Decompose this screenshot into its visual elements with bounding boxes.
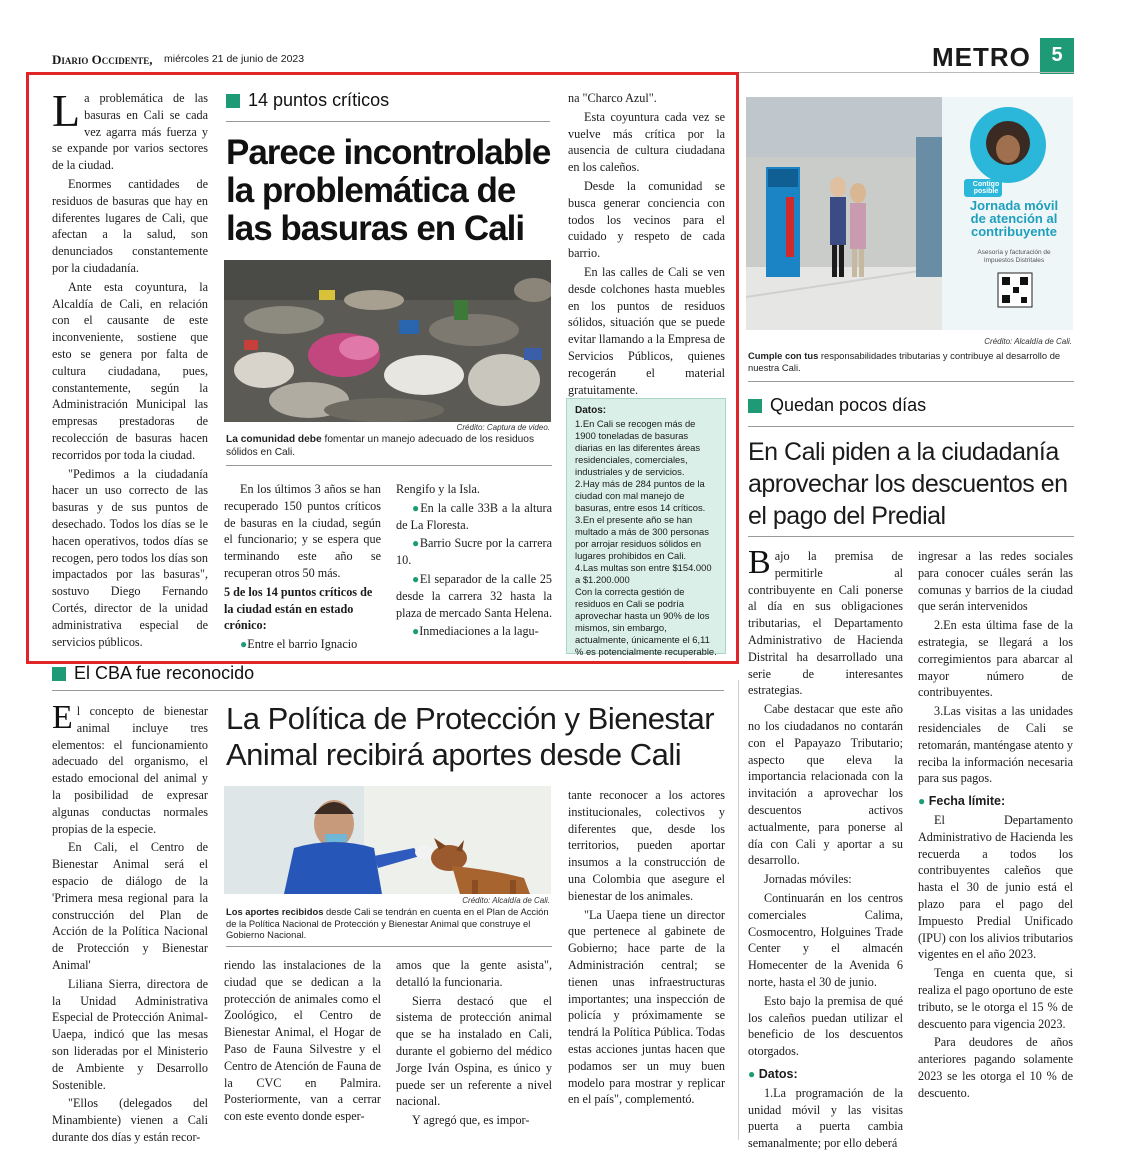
photo-caption [748,350,1074,373]
paragraph: Continuarán en los centros comerciales Calima, Cosmocentro, Holguines Trade Center y el almacén Homecenter de la Avenida 6 norte, hasta el 30 de junio. [748,890,903,989]
datos-item: 3.En el presente año se han multado a más de 300 personas por arrojar residuos sólidos en lugares prohibidos en Cali. [575,514,709,561]
kicker-rule [226,121,550,122]
bullet-item [396,623,552,640]
bullet-dot-icon: ● [412,624,420,639]
headline-rule [748,536,1074,537]
banner-subtitle: Asesoría y facturación de Impuestos Distritales [977,249,1051,264]
paragraph: "La Uaepa tiene un director que pertenece al gabinete de Gobierno; hace parte de la Administración central; se tienen unas infraestructuras importantes; una inspección de policía y próximamente se tendrá la Política Pública. Todas estas acciones juntas hacen que podamos ser un muy buen modelo para mostrar y replicar en el país", complementó. [568,907,725,1107]
paragraph: Esta coyuntura cada vez se vuelve más crítica por la ausencia de cultura ciudadana en los caleños. [568,109,725,175]
paragraph: "Ellos (delegados del Minambiente) vienen a Cali durante dos días y están recor- [52,1096,208,1144]
paragraph: riendo las instalaciones de la ciudad que se dedican a la protección de animales como el Zoológico, el Centro de Bienestar Animal, el Hogar de Paso de Fauna Silvestre y el Centro de Atención de Fauna de la CVC en Palmira. Posteriormente, van a cerrar con este evento donde esper- [224,958,381,1124]
paragraph: amos que la gente asista", detalló la funcionaria. [396,958,552,989]
kicker-square-icon [748,399,762,413]
photo-caption [226,906,552,941]
paragraph: l concepto de bienestar animal incluye tres elementos: el funcionamiento adecuado del organismo, el estado emocional del animal y la posibilidad de expresar algunas conductas normales propias de la especie. [52,704,208,836]
paragraph: Para deudores de años anteriores pagando solamente 2023 se les otorga el 10 % de descuento. [918,1035,1073,1100]
bullet-text: Inmediaciones a la lagu- [419,624,539,639]
datos-title: Datos: [575,405,607,416]
caption-lead: Cumple con tus [748,350,819,361]
paragraph: na "Charco Azul". [568,91,657,105]
subhead [224,584,381,634]
subhead-text: Datos: [758,1066,798,1081]
caption-text: desde Cali se tendrán en cuenta en el Plan de Acción de la Política Nacional de Protección y Bienestar Animal que construye el Gobierno Nacional. [226,906,549,940]
photo-caption [226,433,552,459]
photo-credit: Crédito: Alcaldía de Cali. [462,896,550,905]
article3-column-2 [918,548,1073,1104]
bullet-item [396,500,552,534]
page-number: 5 [1040,38,1074,74]
vet-with-dog-illustration [224,786,551,894]
article2-kicker [52,663,254,684]
datos-item: 2.Hay más de 284 puntos de la ciudad con mal manejo de basuras, entre esos 14 críticos. [575,478,706,513]
issue-date: miércoles 21 de junio de 2023 [164,53,305,65]
article1-column-1 [52,85,208,652]
article1-column-3 [396,481,552,642]
caption-text: responsabilidades tributarias y contribuye al desarrollo de nuestra Cali. [748,350,1061,373]
section-divider [738,680,739,1140]
kicker-text: Quedan pocos días [770,395,927,415]
bullet-text: Entre el barrio Ignacio [247,637,358,652]
datos-box [566,398,726,657]
paragraph: Desde la comunidad se busca generar conciencia con todos los vecinos para el cuidado y respeto de cada barrio. [568,178,725,261]
bullet-dot-icon: ● [412,571,420,586]
article2-column-1 [52,699,208,1148]
datos-item: Con la correcta gestión de residuos en Cali se podría aprovechar hasta un 90% de los mismos, sin embargo, actualmente, únicamente el 6,11 % es potencialmente recuperable. [575,586,717,657]
paper-name: Diario Occidente, [52,52,153,67]
article2-column-4 [568,787,725,1110]
paragraph: 1.La programación de la unidad móvil y las visitas puerta a puerta cambia semanalmente; por ello deberá [748,1085,903,1151]
photo-credit: Crédito: Captura de video. [456,423,550,432]
article2-column-3 [396,957,552,1131]
article2-headline: La Política de Protección y Bienestar Animal recibirá aportes desde Cali [226,701,715,772]
caption-lead: La comunidad debe [226,434,322,445]
caption-rule [226,946,552,947]
kicker-rule [748,426,1074,427]
photo-credit: Crédito: Alcaldía de Cali. [984,337,1072,346]
article1-headline: Parece incontrolable la problemática de las basuras en Cali [226,133,551,248]
kicker-rule [52,690,724,691]
paragraph: 3.Las visitas a las unidades residenciales de Cali se retomarán, manténgase atento y reciba la información necesaria para sus pagos. [918,704,1073,786]
paragraph: Cabe destacar que este año no los ciudadanos no contarán con el Papayazo Tributario; aspecto que eleva la importancia relacionada con la invitación a aprovechar los descuentos activos actualmente, para ponerse al día con Cali y aportar a su desarrollo. [748,702,903,868]
caption-rule [226,465,552,466]
bullet-text: En la calle 33B a la altura de La Floresta. [396,500,552,532]
paragraph: Tenga en cuenta que, si realiza el pago oportuno de este tributo, se le otorga el 15 % de descuento para vigencia 2023. [918,966,1073,1031]
datos-item: 1.En Cali se recogen más de 1900 toneladas de basuras diarias en las diferentes áreas residenciales, comerciales, industriales y de servicios. [575,418,701,477]
datos-item: 4.Las multas son entre $154.000 a $1.200.000 [575,562,712,585]
bullet-text: El separador de la calle 25 desde la carrera 32 hasta la plaza de mercado Santa Helena. [396,571,553,620]
bullet-dot-icon: ● [748,1066,756,1081]
paragraph: a problemática de las basuras en Cali se cada vez agarra más fuerza y se expande por varios sectores de la ciudad. [52,91,208,173]
caption-lead: Los aportes recibidos [226,906,324,917]
article3-kicker [748,395,926,416]
paragraph: Ante esta coyuntura, la Alcaldía de Cali, en relación con el causante de este inconveniente, sostiene que esto se genera por falta de cultura ciudadana, pues, constantemente, según la Administración Municipal las empresas prestadoras de recolección de basuras hacen recorridos por toda la ciudad. [52,279,208,462]
paragraph: Liliana Sierra, directora de la Unidad Administrativa Especial de Protección Animal-Uaepa, indicó que las mesas son lideradas por el Ministerio de Ambiente y Desarrollo Sostenible. [52,976,208,1092]
subhead [918,793,1073,810]
article3-dropcap: B [748,544,771,581]
bullet-item [396,571,552,621]
kicker-square-icon [52,667,66,681]
article2-dropcap: E [52,699,73,736]
article1-dropcap: L [52,85,81,136]
bullet-item [224,636,381,653]
bullet-text: Barrio Sucre por la carrera 10. [396,536,552,568]
paragraph: Esto bajo la premisa de qué los caleños puedan utilizar el beneficio de los descuentos otorgados. [748,993,903,1059]
article1-column-4 [568,90,725,400]
paragraph: 2.En esta última fase de la estrategia, se llegará a los corregimientos para abarcar al mayor número de contribuyentes. [918,618,1073,700]
paragraph: En Cali, el Centro de Bienestar Animal será el espacio de diálogo de la 'Primera mesa regional para la construcción del Plan de Acción de la Política Nacional de Protección y Bienestar Animal' [52,840,208,972]
bullet-dot-icon: ● [412,536,420,551]
article3-headline: En Cali piden a la ciudadanía aprovechar los descuentos en el pago del Predial [748,438,1068,530]
caption-text: fomentar un manejo adecuado de los residuos sólidos en Cali. [226,434,535,458]
section-name: METRO [932,42,1031,72]
subhead [748,1066,903,1083]
paragraph: "Pedimos a la ciudadanía hacer un uso correcto de las basuras y de sus puntos de desechado. Todos los días se le hacen operativos, todos días se recogen, pero todos los días son impactados por las basuras", sostuvo Diego Fernando Cortés, director de la unidad administrativa especial de servicios públicos. [52,466,208,649]
caption-rule [748,381,1074,382]
bullet-item [396,535,552,569]
article1-column-2 [224,481,381,655]
paragraph: Y agregó que, es impor- [412,1113,530,1128]
garbage-photo [224,260,551,422]
paragraph: tante reconocer a los actores institucionales, colectivos y diferentes que, desde los territorios, pueden aportar insumos a la construcción de una Colombia que asegure el bienestar de los animales. [568,788,725,903]
subhead-text: 5 de los 14 puntos críticos de la ciudad están en estado crónico: [224,584,373,633]
kicker-text: 14 puntos críticos [248,90,390,110]
bullet-dot-icon: ● [412,500,421,515]
paragraph: En las calles de Cali se ven desde colchones hasta muebles en los puntos de residuos sólidos, situación que se puede evitar llamando a la Empresa de Servicios Públicos, quienes recogerán el material gratuitamente. [568,264,725,397]
article1-kicker [226,90,389,111]
mall-photo [746,97,1073,330]
paragraph: ajo la premisa de permitirle al contribuyente en Cali ponerse al día en sus obligaciones tributarias, el Departamento Administrativo de Hacienda Distrital ha desarrollado una serie de interesantes estrategias. [748,549,903,698]
article2-column-2 [224,957,381,1127]
paragraph: ingresar a las redes sociales para conocer cuáles serán las comunas y barrios de la ciudad que serán intervenidos [918,549,1073,614]
banner-small-label: Contigo posible [972,181,1000,195]
paragraph: Jornadas móviles: [764,872,852,887]
bullet-dot-icon: ● [240,637,248,652]
banner-title: Jornada móvil de atención al contribuyente [969,198,1059,239]
vet-photo [224,786,551,894]
paragraph: En los últimos 3 años se han recuperado 150 puntos críticos de basuras en la ciudad, según el funcionario; y se espera que terminando este año se recuperan otros 50 más. [224,482,381,580]
subhead-text: Fecha límite: [928,794,1006,809]
article3-column-1 [748,544,903,1154]
kicker-text: El CBA fue reconocido [74,663,255,683]
garbage-pile-illustration [224,260,551,422]
paragraph: Sierra destacó que el sistema de protección animal que se ha instalado en Cali, durante el gobierno del médico Jorge Iván Ospina, es único y puede ser un referente a nivel nacional. [396,993,552,1109]
kicker-square-icon [226,94,240,108]
bullet-dot-icon: ● [918,794,926,809]
paragraph: Enormes cantidades de residuos de basuras que hay en diferentes lugares de Cali, que afectan a la salud, son denunciados constantemente por la ciudadanía. [52,176,208,275]
paragraph: Rengifo y la Isla. [396,482,480,496]
paragraph: El Departamento Administrativo de Hacienda les recuerda a todos los contribuyentes caleños que hasta el 30 de junio está el plazo para el pago del Impuesto Predial Unificado (IPU) con los alivios tributarios vigentes en el año 2023. [918,812,1073,962]
